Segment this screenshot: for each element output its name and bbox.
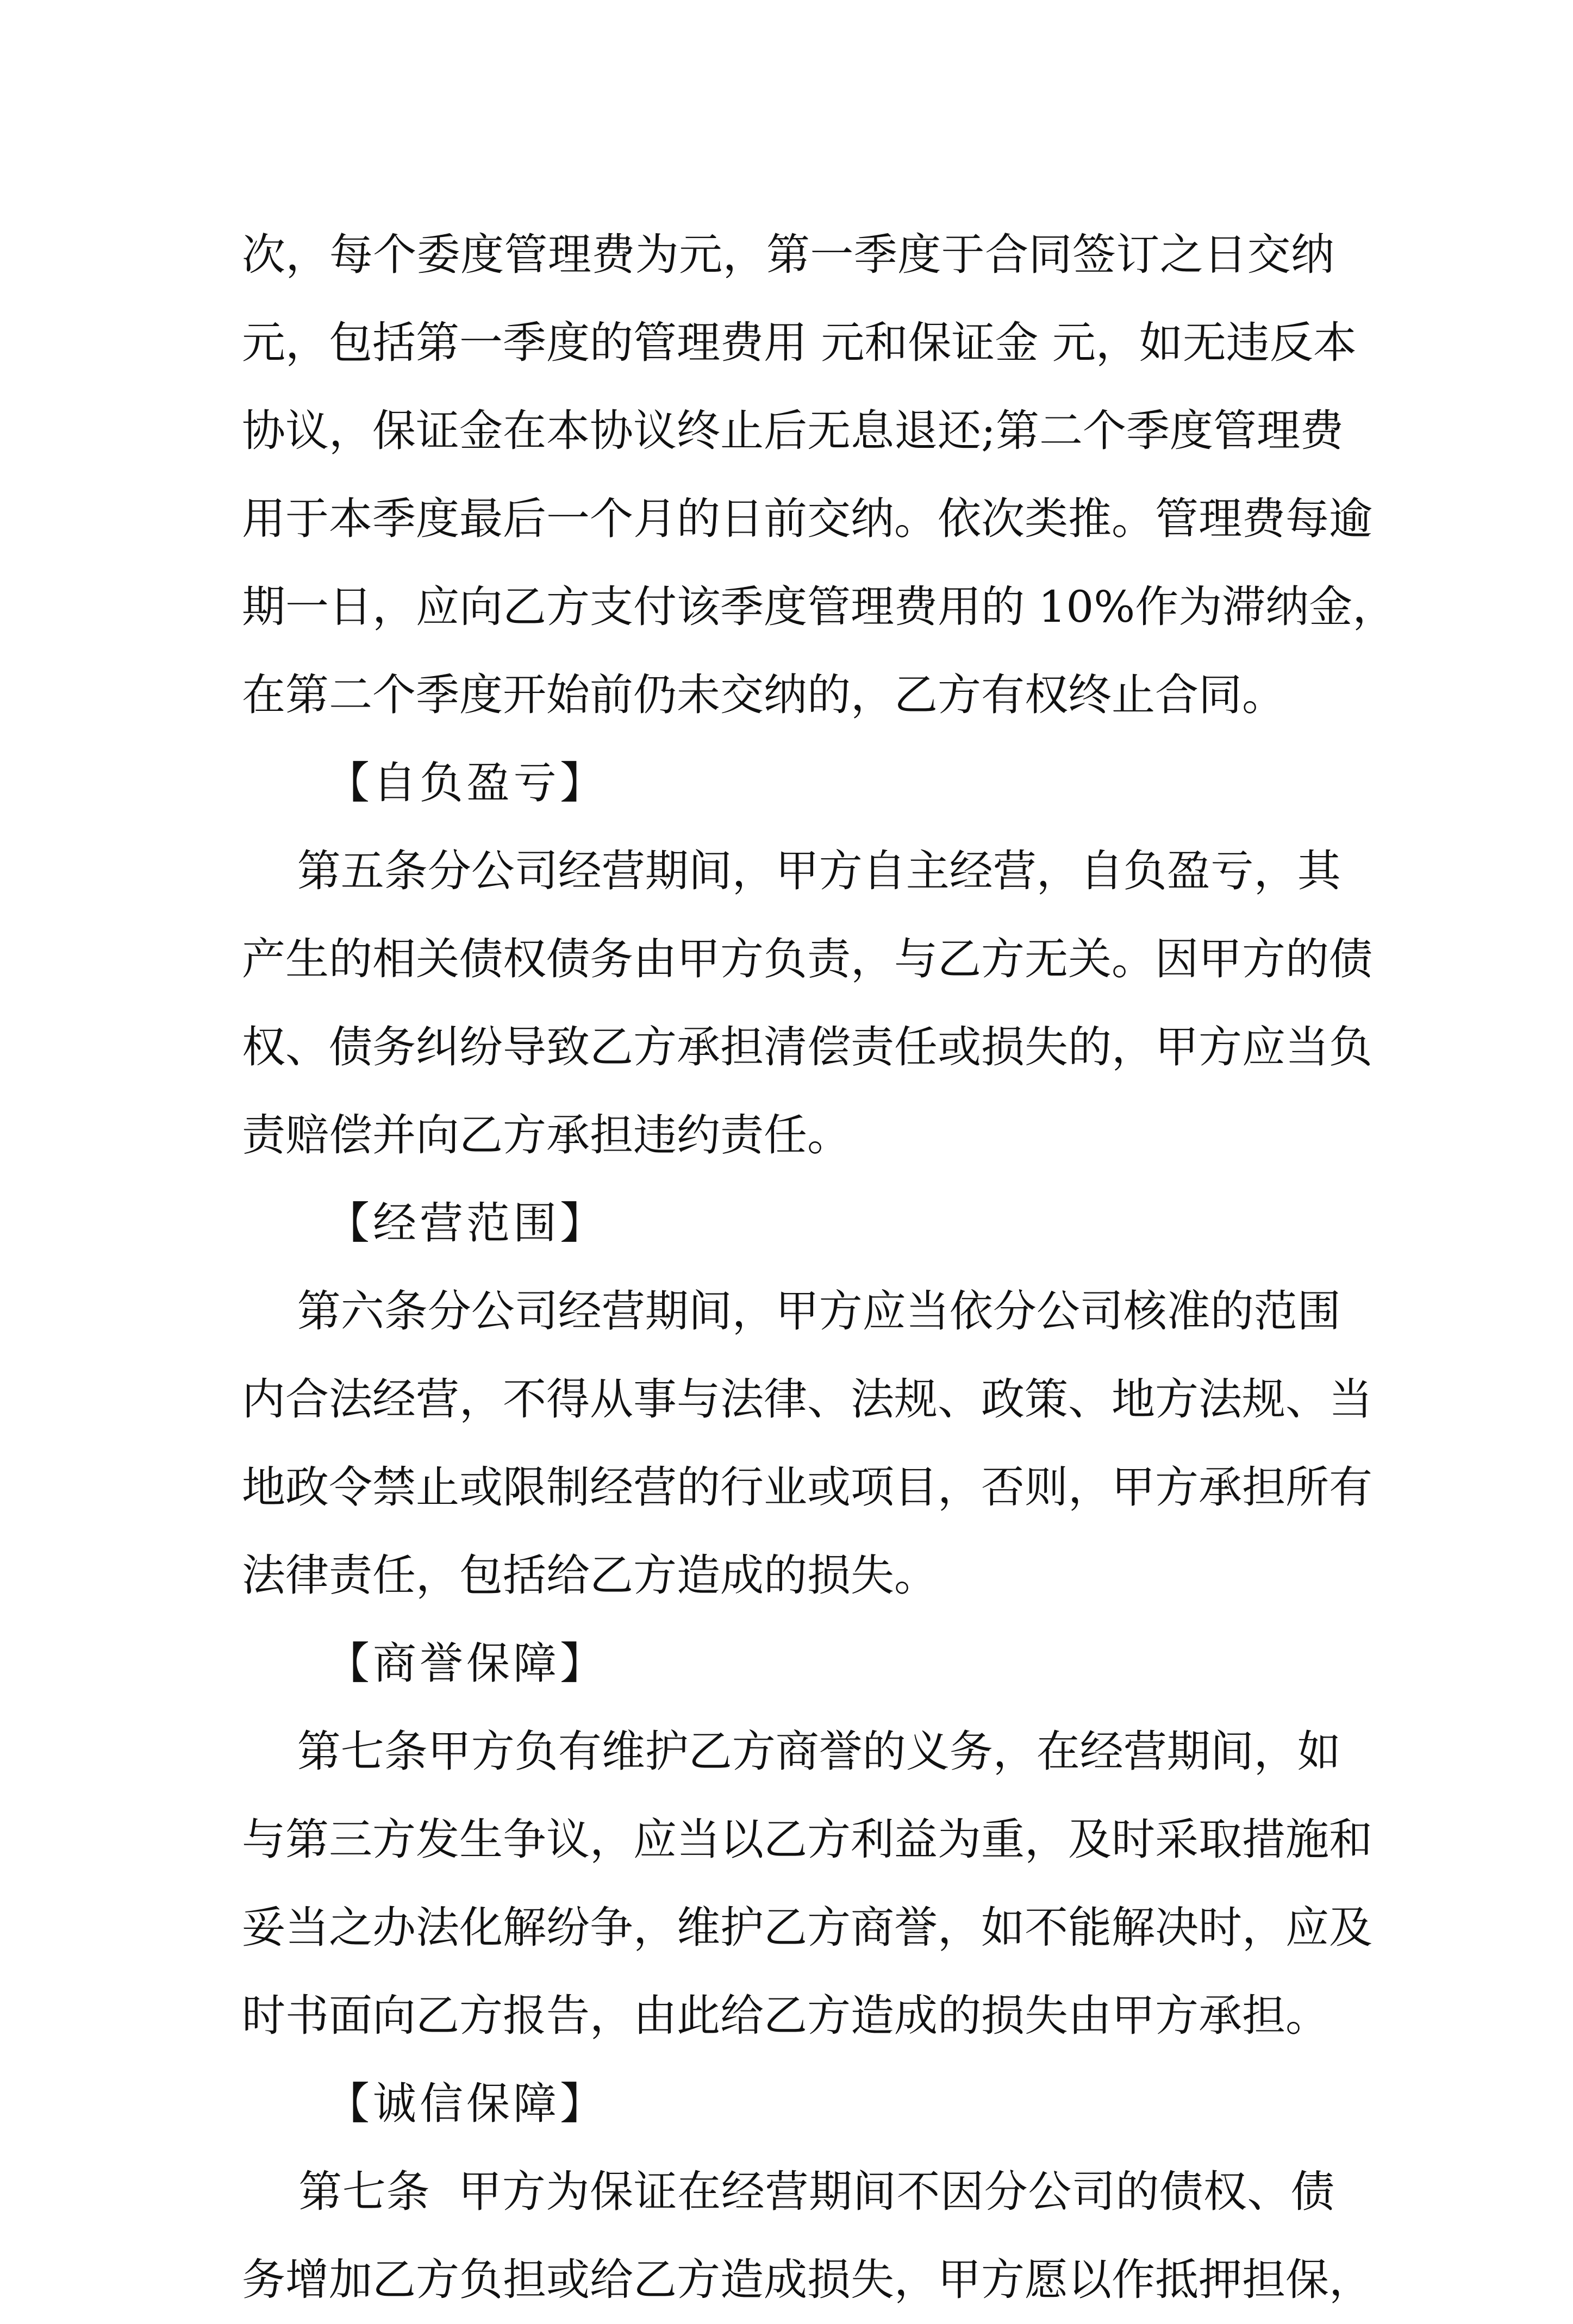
text-line: 权、债务纠纷导致乙方承担清偿责任或损失的，甲方应当负 [242, 1022, 1372, 1072]
section-heading-integrity: 【诚信保障】 [326, 2078, 607, 2129]
text-line: 与第三方发生争议，应当以乙方利益为重，及时采取措施和 [242, 1814, 1372, 1865]
text-line: 产生的相关债权债务由甲方负责，与乙方无关。因甲方的债 [242, 934, 1372, 984]
text-line: 内合法经营，不得从事与法律、法规、政策、地方法规、当 [242, 1374, 1372, 1425]
text-line: 次，每个委度管理费为元，第一季度于合同签订之日交纳 [242, 229, 1334, 280]
text-line: 协议，保证金在本协议终止后无息退还;第二个季度管理费 [242, 405, 1344, 456]
text-line: 元，包括第一季度的管理费用 元和保证金 元，如无违反本 [242, 317, 1357, 368]
document-body [242, 211, 1396, 2324]
section-heading-business-scope: 【经营范围】 [326, 1198, 607, 1248]
paragraph-article-7-reputation [242, 1708, 1372, 2060]
text-line: 期一日，应向乙方支付该季度管理费用的 10%作为滞纳金， [242, 582, 1396, 632]
section-heading-self-financing: 【自负盈亏】 [326, 758, 607, 808]
text-line: 时书面向乙方报告，由此给乙方造成的损失由甲方承担。 [242, 1990, 1329, 2041]
text-line: 第七条甲方负有维护乙方商誉的义务，在经营期间，如 [242, 1726, 1341, 1777]
text-line: 用于本季度最后一个月的日前交纳。依次类推。管理费每逾 [242, 493, 1372, 544]
text-line: 第七条 甲方为保证在经营期间不因分公司的债权、债 [242, 2166, 1334, 2217]
paragraph-article-7-integrity [242, 2148, 1372, 2324]
paragraph-management-fee [242, 211, 1396, 739]
text-line: 责赔偿并向乙方承担违约责任。 [242, 1110, 851, 1160]
text-line: 地政令禁止或限制经营的行业或项目，否则，甲方承担所有 [242, 1462, 1372, 1513]
text-line: 法律责任，包括给乙方造成的损失。 [242, 1550, 938, 1601]
text-line: 妥当之办法化解纷争，维护乙方商誉，如不能解决时，应及 [242, 1902, 1372, 1953]
text-line: 在第二个季度开始前仍未交纳的，乙方有权终止合同。 [242, 670, 1285, 720]
text-line: 第六条分公司经营期间，甲方应当依分公司核准的范围 [242, 1286, 1341, 1336]
paragraph-article-6 [242, 1267, 1372, 1620]
text-line: 第五条分公司经营期间，甲方自主经营，自负盈亏，其 [242, 846, 1341, 896]
text-line: 务增加乙方负担或给乙方造成损失，甲方愿以作抵押担保， [242, 2254, 1372, 2305]
paragraph-article-5 [242, 827, 1372, 1179]
section-heading-reputation: 【商誉保障】 [326, 1638, 607, 1689]
